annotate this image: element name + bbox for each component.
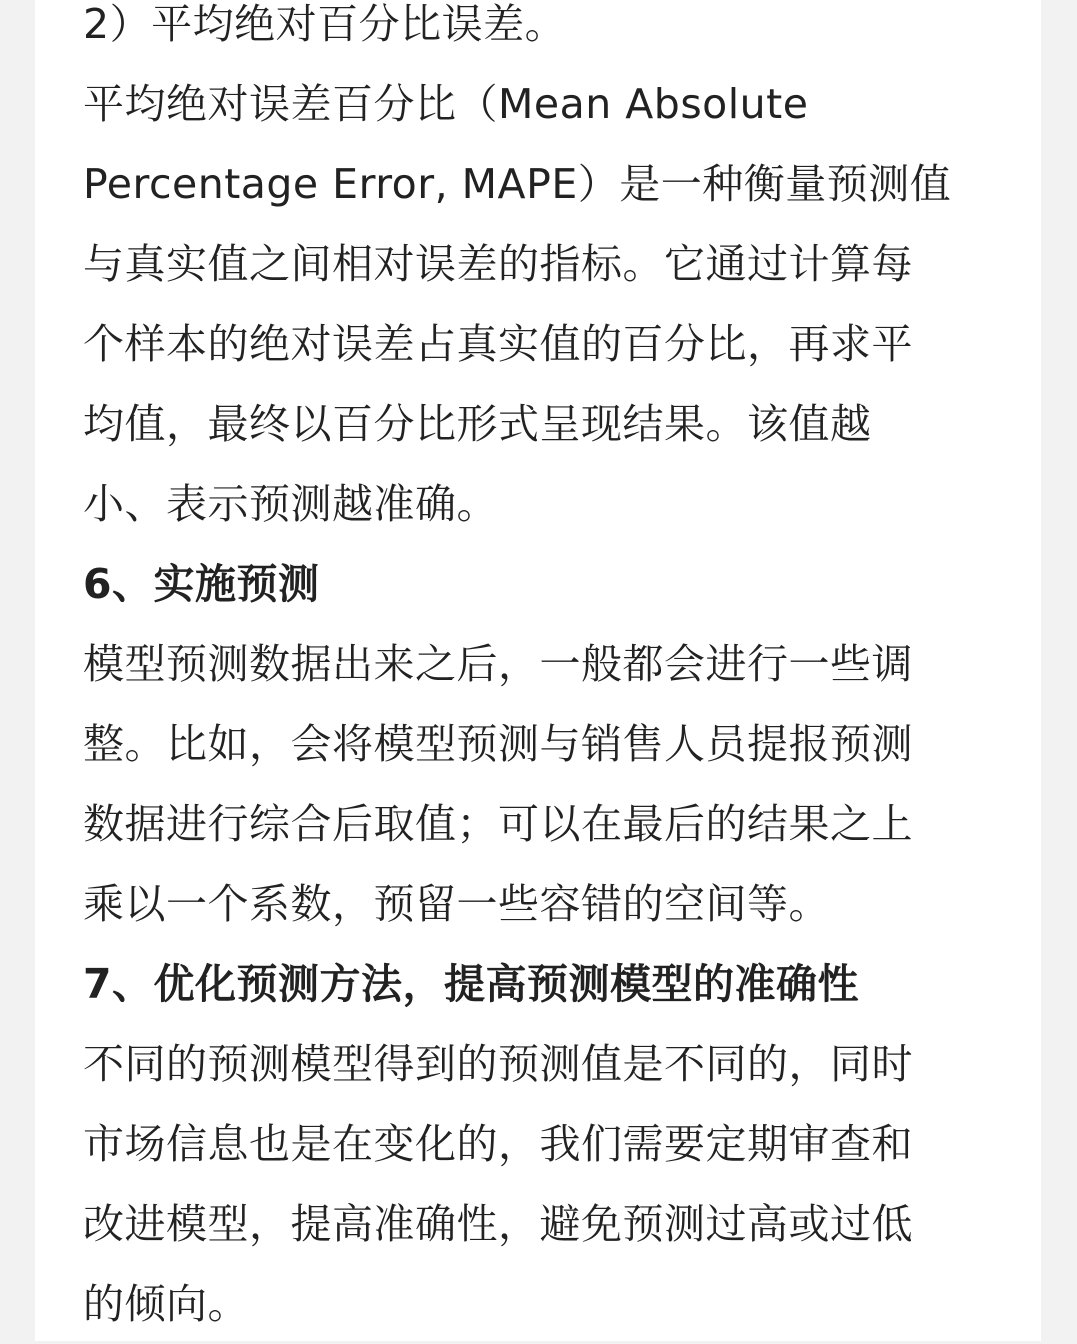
section-6-heading-text: 6、实施预测	[83, 560, 320, 608]
mape-paragraph-line: 小、表示预测越准确。	[83, 480, 498, 528]
mape-paragraph-line: 与真实值之间相对误差的指标。它通过计算每	[83, 240, 913, 288]
section-7-paragraph-line: 的倾向。	[83, 1280, 249, 1328]
section-6-paragraph-line: 乘以一个系数，预留一些容错的空间等。	[83, 880, 830, 928]
mape-paragraph-line: 均值，最终以百分比形式呈现结果。该值越	[83, 400, 872, 448]
section-7-paragraph	[83, 1024, 993, 1344]
section-6-paragraph	[83, 624, 993, 944]
article-page	[35, 0, 1041, 1341]
section-6-paragraph-line: 模型预测数据出来之后，一般都会进行一些调	[83, 640, 913, 688]
item-2-title-text: 2）平均绝对百分比误差。	[83, 0, 567, 48]
mape-paragraph-line: Percentage Error, MAPE）是一种衡量预测值	[83, 160, 952, 208]
section-7-paragraph-line: 不同的预测模型得到的预测值是不同的，同时	[83, 1040, 913, 1088]
section-6-paragraph-line: 数据进行综合后取值；可以在最后的结果之上	[83, 800, 913, 848]
mape-paragraph	[83, 64, 993, 544]
section-7-heading-text: 7、优化预测方法，提高预测模型的准确性	[83, 960, 860, 1008]
mape-paragraph-line: 平均绝对误差百分比（Mean Absolute	[83, 80, 809, 128]
section-7-paragraph-line: 市场信息也是在变化的，我们需要定期审查和	[83, 1120, 913, 1168]
section-6-heading	[83, 544, 993, 624]
item-2-title	[83, 0, 993, 64]
article-content	[83, 0, 993, 1344]
mape-paragraph-line: 个样本的绝对误差占真实值的百分比，再求平	[83, 320, 913, 368]
section-7-heading	[83, 944, 993, 1024]
section-7-paragraph-line: 改进模型，提高准确性，避免预测过高或过低	[83, 1200, 913, 1248]
section-6-paragraph-line: 整。比如，会将模型预测与销售人员提报预测	[83, 720, 913, 768]
